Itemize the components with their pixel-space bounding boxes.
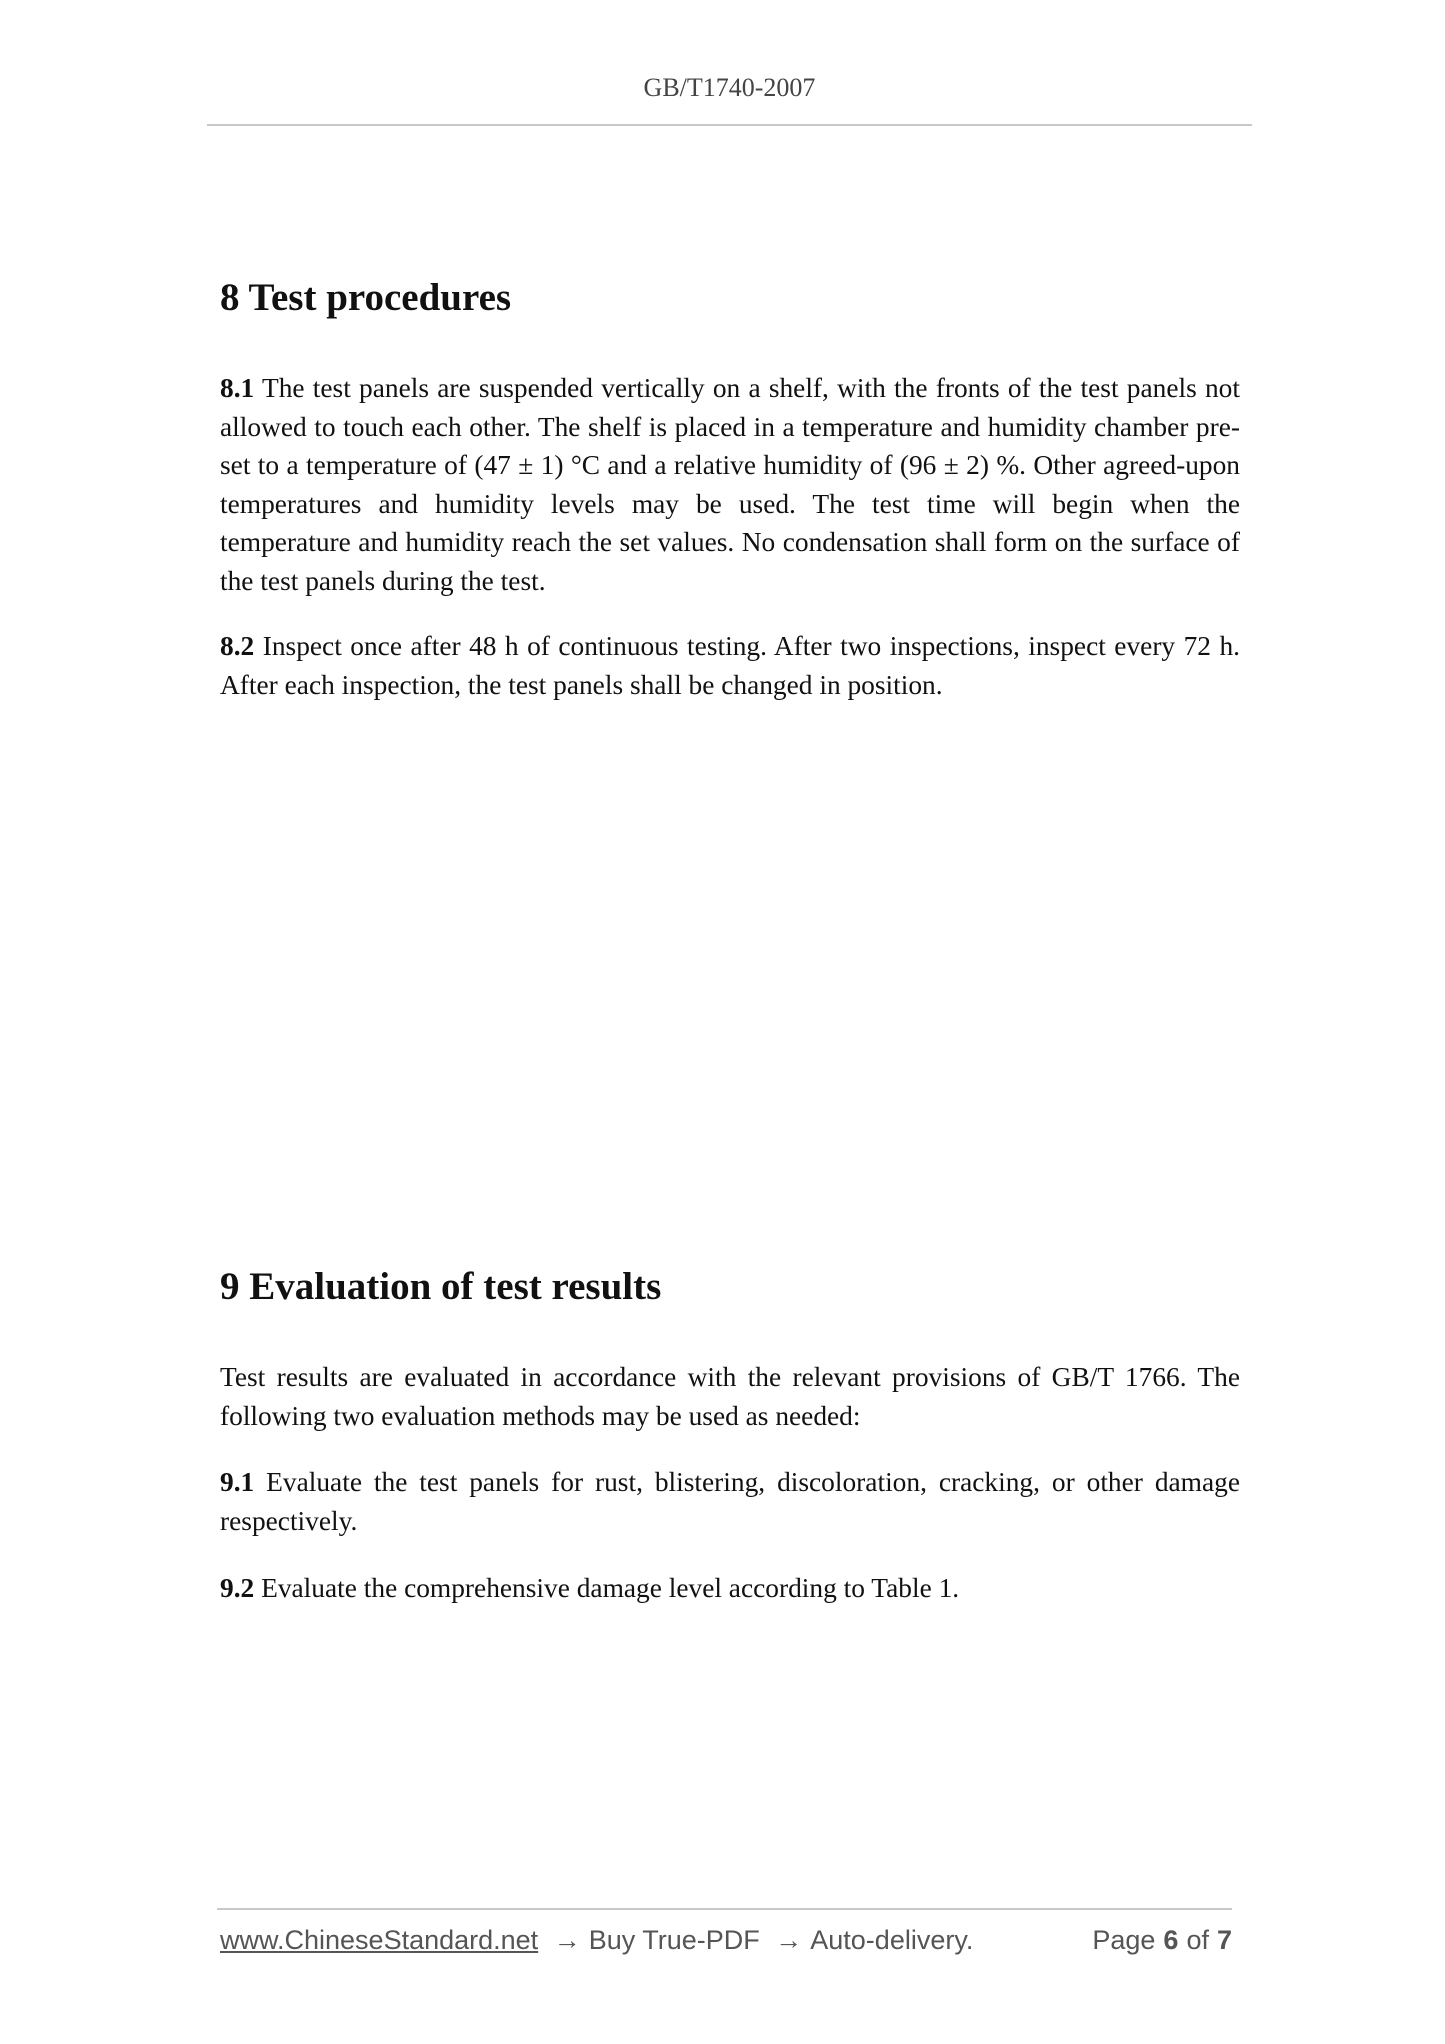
paragraph-9-1 — [220, 1463, 1240, 1540]
buy-true-pdf-text: Buy True-PDF — [588, 1925, 760, 1955]
paragraph-8-2 — [220, 627, 1240, 704]
website-link[interactable]: www.ChineseStandard.net — [220, 1925, 539, 1955]
clause-text: The test panels are suspended vertically on a shelf, with the fronts of the test panels not allowed to touch each other. The shelf is placed in a temperature and humidity chamber pre-set to a temperature of (47 ± 1) °C and a relative humidity of (96 ± 2) %. Other agreed-upon temperatures and humidity levels may be used. The test time will begin when the temperature and humidity reach the set values. No condensation shall form on the surface of the test panels during the test. — [220, 373, 1240, 596]
clause-text: Evaluate the test panels for rust, blistering, discoloration, cracking, or other damage respectively. — [220, 1467, 1240, 1536]
page-label: Page — [1092, 1925, 1156, 1955]
paragraph-8-1 — [220, 369, 1240, 600]
footer-divider — [217, 1908, 1232, 1910]
paragraph-9-2 — [220, 1569, 1240, 1608]
clause-number: 9.1 — [220, 1467, 255, 1497]
clause-text: Evaluate the comprehensive damage level according to Table 1. — [254, 1573, 960, 1603]
auto-delivery-text: Auto-delivery. — [810, 1925, 974, 1955]
section-9-heading: 9 Evaluation of test results — [220, 1265, 662, 1308]
footer-promo — [220, 1920, 973, 1960]
clause-number: 8.1 — [220, 373, 255, 403]
clause-number: 8.2 — [220, 631, 255, 661]
page-header — [207, 60, 1252, 126]
document-id: GB/T1740-2007 — [643, 73, 816, 102]
page-footer — [220, 1920, 1232, 1960]
arrow-right-icon: → — [775, 1925, 803, 1955]
page-of-label: of — [1186, 1925, 1209, 1955]
page-total: 7 — [1216, 1925, 1232, 1955]
page-number — [1092, 1920, 1232, 1960]
clause-text: Inspect once after 48 h of continuous testing. After two inspections, inspect every 72 h. After each inspection, the test panels shall be changed in position. — [220, 631, 1240, 700]
arrow-right-icon: → — [553, 1925, 581, 1955]
page-current: 6 — [1163, 1925, 1179, 1955]
paragraph-9-intro: Test results are evaluated in accordance with the relevant provisions of GB/T 1766. The following two evaluation methods may be used as needed: — [220, 1362, 1240, 1431]
clause-number: 9.2 — [220, 1573, 255, 1603]
section-8-heading: 8 Test procedures — [220, 276, 512, 319]
